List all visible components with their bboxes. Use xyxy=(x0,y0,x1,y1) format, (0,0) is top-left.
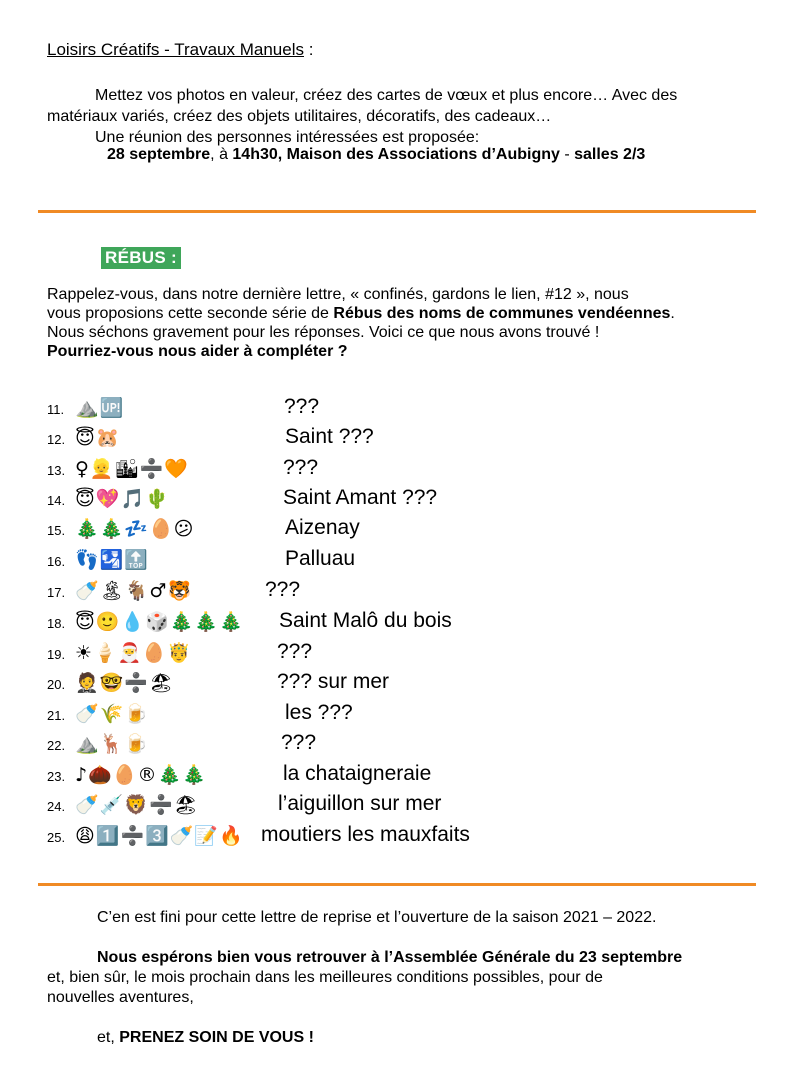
rebus-item-answer: Saint Malô du bois xyxy=(279,609,452,632)
rebus-item xyxy=(47,485,747,515)
rebus-item-answer: Saint ??? xyxy=(285,425,374,448)
rebus-item xyxy=(47,822,747,852)
rebus-item xyxy=(47,761,747,791)
loisirs-paragraph xyxy=(47,85,747,148)
rebus-item-number: 17. xyxy=(47,585,66,600)
rebus-item xyxy=(47,791,747,821)
rebus-item-answer: ??? xyxy=(281,731,317,754)
divider-bottom xyxy=(38,883,756,886)
rebus-item-number: 14. xyxy=(47,493,66,508)
loisirs-line-3: Une réunion des personnes intéressées est proposée: xyxy=(95,129,480,146)
rebus-item xyxy=(47,608,747,638)
rebus-item-answer: Aizenay xyxy=(285,516,360,539)
rebus-item-emojis: 🍼🌾🍺 xyxy=(75,703,149,725)
rebus-item xyxy=(47,669,747,699)
closing-line-5-bold: PRENEZ SOIN DE VOUS ! xyxy=(119,1029,314,1046)
closing-line-4: nouvelles aventures, xyxy=(47,989,194,1006)
rebus-item-number: 18. xyxy=(47,616,66,631)
rebus-item-emojis: 😇🐹 xyxy=(75,427,121,449)
rebus-item-number: 20. xyxy=(47,677,66,692)
rebus-intro-line-2: vous proposions cette seconde série de Rébus des noms de communes vendéennes. xyxy=(47,305,675,322)
rebus-item-emojis: 👣🛂🔝 xyxy=(75,549,149,571)
meeting-time-place: 14h30, Maison des Associations d’Aubigny xyxy=(232,146,560,163)
rebus-item-number: 13. xyxy=(47,463,66,478)
closing-line-1-block xyxy=(47,908,737,928)
rebus-item-number: 16. xyxy=(47,554,66,569)
loisirs-title-colon: : xyxy=(303,40,314,59)
rebus-item xyxy=(47,700,747,730)
rebus-item xyxy=(47,546,747,576)
rebus-item-answer: Saint Amant ??? xyxy=(283,486,438,509)
rebus-item xyxy=(47,577,747,607)
rebus-item-answer: ??? xyxy=(277,640,313,663)
closing-line-2-block xyxy=(47,948,737,968)
closing-signoff xyxy=(47,1028,737,1048)
rebus-item-answer: ??? xyxy=(283,456,319,479)
rebus-item-number: 12. xyxy=(47,432,66,447)
rebus-item-emojis: 😇🙂💧🎲🎄🎄🎄 xyxy=(75,611,244,633)
rebus-item-number: 11. xyxy=(47,402,65,417)
rebus-intro-line-4: Pourriez-vous nous aider à compléter ? xyxy=(47,343,348,360)
rebus-item-emojis: 🍼💉🦁➗🏖 xyxy=(75,794,199,816)
rebus-item-number: 24. xyxy=(47,799,66,814)
rebus-item-number: 15. xyxy=(47,523,66,538)
rebus-item xyxy=(47,639,747,669)
rebus-item-answer: les ??? xyxy=(285,701,353,724)
rebus-item-answer: ??? xyxy=(284,395,320,418)
rebus-item-number: 25. xyxy=(47,830,66,845)
rebus-item-emojis: 😇💖🎵🌵 xyxy=(75,488,170,510)
rebus-item-number: 21. xyxy=(47,708,66,723)
closing-line-5-a: et, xyxy=(97,1029,120,1046)
rebus-intro-line-1: Rappelez-vous, dans notre dernière lettre, « confinés, gardons le lien, #12 », nous xyxy=(47,286,629,303)
rebus-item xyxy=(47,515,747,545)
rebus-item-number: 19. xyxy=(47,647,66,662)
meeting-sep: , à xyxy=(210,146,233,163)
section-title-loisirs xyxy=(47,40,313,60)
closing-line-2: Nous espérons bien vous retrouver à l’Assemblée Générale du 23 septembre xyxy=(97,949,683,966)
rebus-item-answer: l’aiguillon sur mer xyxy=(278,792,442,815)
closing-line-1: C’en est fini pour cette lettre de reprise et l’ouverture de la saison 2021 – 2022. xyxy=(97,909,657,926)
meeting-date: 28 septembre xyxy=(107,146,211,163)
rebus-item-emojis: ⛰️🆙 xyxy=(75,397,125,419)
rebus-item xyxy=(47,455,747,485)
closing-line-3: et, bien sûr, le mois prochain dans les meilleures conditions possibles, pour de xyxy=(47,969,603,986)
rebus-item-emojis: ♪🌰🥚®🎄🎄 xyxy=(75,764,207,786)
meeting-details xyxy=(107,146,645,164)
rebus-item-emojis: ☀🍦🎅🥚🤴 xyxy=(75,642,192,664)
rebus-item-emojis: 🎄🎄💤🥚😕 xyxy=(75,518,195,540)
loisirs-line-2: matériaux variés, créez des objets utilitaires, décoratifs, des cadeaux… xyxy=(47,108,552,125)
rebus-item-answer: la chataigneraie xyxy=(283,762,432,785)
rebus-item-answer: ??? xyxy=(265,578,301,601)
rebus-item-number: 22. xyxy=(47,738,66,753)
loisirs-line-1: Mettez vos photos en valeur, créez des cartes de vœux et plus encore… Avec des xyxy=(95,87,678,104)
rebus-item-emojis: ♀👱🏙➗🧡 xyxy=(75,458,190,480)
rebus-item xyxy=(47,730,747,760)
rebus-badge: RÉBUS : xyxy=(101,247,181,269)
rebus-item xyxy=(47,424,747,454)
rebus-item-answer: ??? sur mer xyxy=(277,670,390,693)
divider-top xyxy=(38,210,756,213)
rebus-item xyxy=(47,394,747,424)
rebus-item-emojis: ⛰️🦌🍺 xyxy=(75,733,149,755)
meeting-dash: - xyxy=(559,146,575,163)
rebus-intro xyxy=(47,285,737,361)
rebus-item-number: 23. xyxy=(47,769,66,784)
rebus-item-emojis: 😩1️⃣➗3️⃣🍼📝🔥 xyxy=(75,825,244,847)
rebus-item-answer: Palluau xyxy=(285,547,356,570)
rebus-item-answer: moutiers les mauxfaits xyxy=(261,823,470,846)
closing-paragraph xyxy=(47,948,737,1008)
rebus-intro-line-3: Nous séchons gravement pour les réponses. Voici ce que nous avons trouvé ! xyxy=(47,324,600,341)
loisirs-title: Loisirs Créatifs - Travaux Manuels xyxy=(47,40,304,59)
rebus-item-emojis: 🍼🏝🐐♂🐯 xyxy=(75,580,193,602)
rebus-item-emojis: 🤵🤓➗🏖 xyxy=(75,672,175,694)
meeting-rooms: salles 2/3 xyxy=(574,146,646,163)
